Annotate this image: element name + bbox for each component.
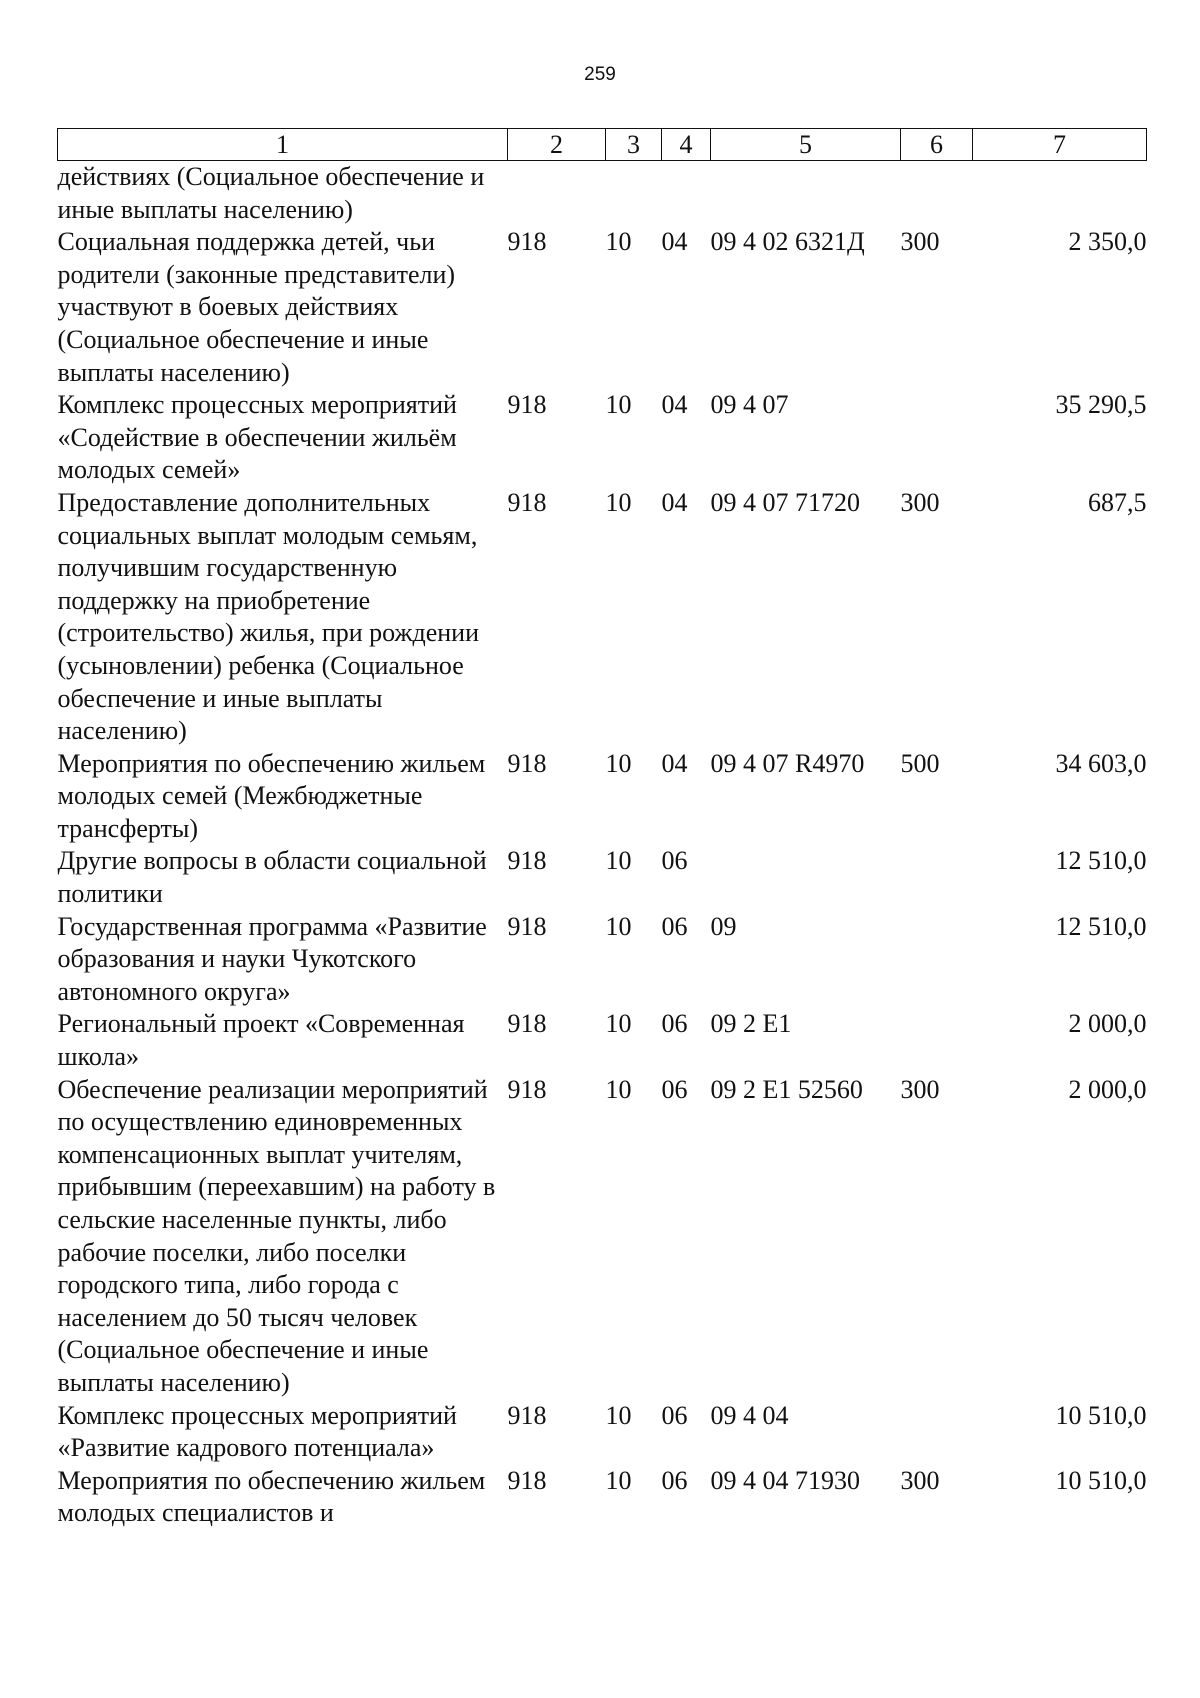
- row-amount: 2 000,0: [1068, 1009, 1147, 1039]
- row-section: 10: [605, 911, 632, 941]
- row-amount: 34 603,0: [1055, 748, 1147, 778]
- column-header-3: 3: [606, 129, 662, 161]
- row-subsection: 06: [661, 1400, 688, 1430]
- row-subsection: 04: [661, 487, 688, 517]
- row-admin-code: 918: [507, 846, 547, 876]
- row-target-article: 09 2 Е1 52560: [710, 1074, 863, 1104]
- row-admin-code: 918: [507, 487, 547, 517]
- row-admin-code: 918: [507, 1009, 547, 1039]
- row-amount: 10 510,0: [1055, 1400, 1147, 1430]
- table-row: [58, 748, 1147, 846]
- row-expense-type: [901, 911, 973, 1009]
- column-header-6: 6: [901, 129, 973, 161]
- table-row: [58, 226, 1147, 389]
- row-name: Комплекс процессных мероприятий «Развитие кадрового потенциала»: [57, 1400, 457, 1463]
- row-target-article: 09 2 Е1: [710, 1009, 792, 1039]
- column-header-5: 5: [711, 129, 901, 161]
- row-expense-type: [901, 845, 973, 910]
- table-row: [58, 1074, 1147, 1400]
- row-expense-type: 500: [900, 748, 940, 778]
- row-subsection: 06: [661, 1074, 688, 1104]
- row-name: Региональный проект «Современная школа»: [57, 1009, 465, 1072]
- row-target-article: 09 4 07 71720: [710, 487, 860, 517]
- row-section: 10: [605, 1465, 632, 1495]
- table-body: [58, 161, 1147, 1530]
- row-name: действиях (Социальное обеспечение и иные выплаты населению): [57, 162, 485, 224]
- row-section: 10: [605, 1009, 632, 1039]
- row-subsection: 06: [661, 911, 688, 941]
- row-admin-code: 918: [507, 748, 547, 778]
- row-amount: 10 510,0: [1055, 1465, 1147, 1495]
- row-target-article: 09 4 02 6321Д: [710, 227, 865, 257]
- column-header-7: 7: [973, 129, 1147, 161]
- row-expense-type: 300: [900, 227, 940, 257]
- row-target-article: 09 4 04: [710, 1400, 789, 1430]
- row-name: Другие вопросы в области социальной политики: [57, 846, 487, 909]
- table-row: [58, 1465, 1147, 1530]
- row-amount: 2 000,0: [1068, 1074, 1147, 1104]
- table-row: [58, 911, 1147, 1009]
- row-expense-type: 300: [900, 487, 940, 517]
- row-subsection: 06: [661, 1465, 688, 1495]
- row-amount: 12 510,0: [1055, 911, 1147, 941]
- row-name: Комплекс процессных мероприятий «Содействие в обеспечении жильём молодых семей»: [57, 390, 457, 485]
- column-header-2: 2: [508, 129, 606, 161]
- table-row: [58, 161, 1147, 227]
- row-expense-type: 300: [900, 1465, 940, 1495]
- table-row: [58, 1008, 1147, 1073]
- table-row: [58, 1400, 1147, 1465]
- row-name: Мероприятия по обеспечению жильем молодых специалистов и: [57, 1465, 486, 1528]
- row-admin-code: 918: [507, 911, 547, 941]
- row-section: [606, 161, 662, 227]
- row-subsection: 04: [661, 227, 688, 257]
- row-subsection: 04: [661, 390, 688, 420]
- header-row: [58, 129, 1147, 161]
- row-name: Социальная поддержка детей, чьи родители (законные представители) участвуют в боевых действиях (Социальное обеспечение и иные выплаты населению): [57, 227, 456, 387]
- row-subsection: 06: [661, 846, 688, 876]
- row-expense-type: [901, 161, 973, 227]
- row-target-article: 09: [710, 911, 737, 941]
- budget-table: [57, 128, 1147, 1530]
- table-header: [58, 129, 1147, 161]
- row-admin-code: [508, 161, 606, 227]
- row-expense-type: 300: [900, 1074, 940, 1104]
- table-row: [58, 845, 1147, 910]
- row-subsection: [662, 161, 711, 227]
- row-expense-type: [901, 1008, 973, 1073]
- row-subsection: 06: [661, 1009, 688, 1039]
- row-admin-code: 918: [507, 1465, 547, 1495]
- row-section: 10: [605, 390, 632, 420]
- row-section: 10: [605, 846, 632, 876]
- table-row: [58, 389, 1147, 487]
- row-name: Предоставление дополнительных социальных выплат молодым семьям, получившим государственную поддержку на приобретение (строительство) жилья, при рождении (усыновлении) ребенка (Социальное обеспечение и иные выплаты населению): [57, 487, 480, 746]
- row-section: 10: [605, 1400, 632, 1430]
- column-header-4: 4: [662, 129, 711, 161]
- row-target-article: [711, 845, 901, 910]
- row-expense-type: [901, 1400, 973, 1465]
- row-section: 10: [605, 748, 632, 778]
- row-expense-type: [901, 389, 973, 487]
- row-amount: 35 290,5: [1055, 390, 1147, 420]
- row-section: 10: [605, 487, 632, 517]
- table-row: [58, 487, 1147, 748]
- row-section: 10: [605, 227, 632, 257]
- row-name: Мероприятия по обеспечению жильем молодых семей (Межбюджетные трансферты): [57, 748, 486, 843]
- row-target-article: 09 4 07: [710, 390, 789, 420]
- row-subsection: 04: [661, 748, 688, 778]
- row-section: 10: [605, 1074, 632, 1104]
- row-admin-code: 918: [507, 1400, 547, 1430]
- row-amount: 687,5: [1088, 487, 1147, 517]
- row-amount: 12 510,0: [1055, 846, 1147, 876]
- row-target-article: 09 4 04 71930: [710, 1465, 860, 1495]
- row-name: Государственная программа «Развитие образования и науки Чукотского автономного округа»: [57, 911, 487, 1006]
- column-header-1: 1: [58, 129, 508, 161]
- row-admin-code: 918: [507, 1074, 547, 1104]
- row-target-article: [711, 161, 901, 227]
- row-admin-code: 918: [507, 227, 547, 257]
- row-name: Обеспечение реализации мероприятий по осуществлению единовременных компенсационных выплат учителям, прибывшим (переехавшим) на работу в сельские населенные пункты, либо рабочие поселки, либо поселки городского типа, либо города с населением до 50 тысяч человек (Социальное обеспечение и иные выплаты населению): [57, 1074, 496, 1397]
- row-amount: 2 350,0: [1068, 227, 1147, 257]
- page-number: 259: [584, 64, 616, 85]
- row-amount: [973, 161, 1147, 227]
- row-target-article: 09 4 07 R4970: [710, 748, 865, 778]
- row-admin-code: 918: [507, 390, 547, 420]
